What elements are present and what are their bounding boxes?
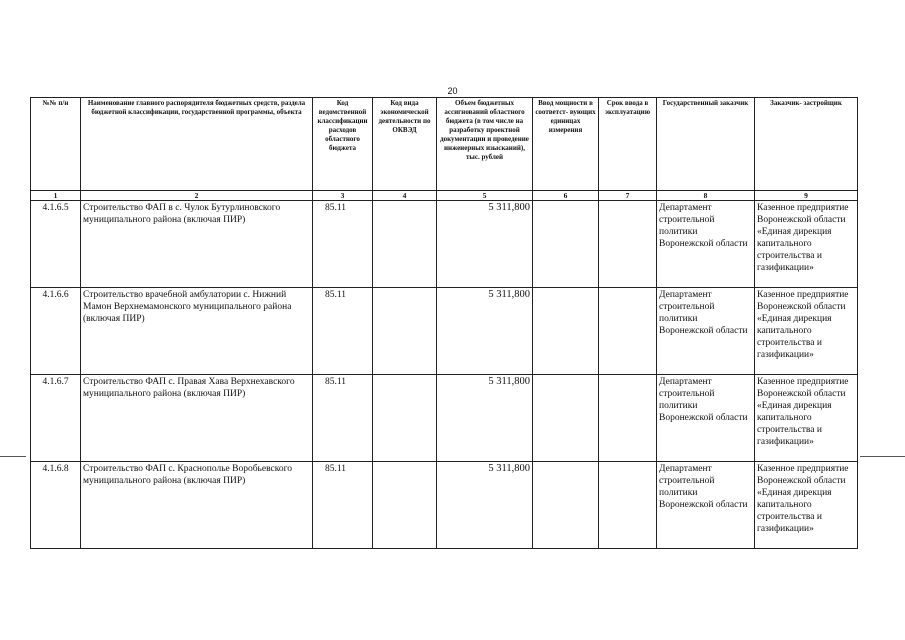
column-number: 5 [437, 191, 533, 201]
state-customer: Департамент строительной политики Воронежской области [657, 201, 755, 288]
budget-amount: 5 311,800 [437, 288, 533, 375]
budget-code: 85.11 [313, 462, 373, 549]
capacity [533, 462, 599, 549]
budget-code: 85.11 [313, 375, 373, 462]
commission-term [599, 288, 657, 375]
object-name: Строительство ФАП с. Правая Хава Верхнехавского муниципального района (включая ПИР) [81, 375, 313, 462]
table-row [31, 288, 858, 375]
budget-code: 85.11 [313, 288, 373, 375]
header-cell: Объем бюджетных ассигнований областного бюджета (в том числе на разработку проектной документации и проведение инженерных изысканий), тыс. рублей [437, 98, 533, 191]
header-cell: Наименование главного распорядителя бюджетных средств, раздела бюджетной классификации, государственной программы, объекта [81, 98, 313, 191]
commission-term [599, 201, 657, 288]
row-number: 4.1.6.6 [31, 288, 81, 375]
column-number: 2 [81, 191, 313, 201]
table-row [31, 462, 858, 549]
header-cell: Заказчик- застройщик [755, 98, 858, 191]
developer: Казенное предприятие Воронежской области «Единая дирекция капитального строительства и газификации» [755, 288, 858, 375]
object-name: Строительство ФАП с. Краснополье Воробьевского муниципального района (включая ПИР) [81, 462, 313, 549]
budget-amount: 5 311,800 [437, 375, 533, 462]
column-number: 4 [373, 191, 437, 201]
okved-code [373, 375, 437, 462]
commission-term [599, 462, 657, 549]
state-customer: Департамент строительной политики Воронежской области [657, 375, 755, 462]
header-cell: №№ п/н [31, 98, 81, 191]
object-name: Строительство врачебной амбулатории с. Нижний Мамон Верхнемамонского муниципального района (включая ПИР) [81, 288, 313, 375]
budget-amount: 5 311,800 [437, 462, 533, 549]
row-number: 4.1.6.8 [31, 462, 81, 549]
left-cut-line [0, 456, 26, 457]
column-number: 3 [313, 191, 373, 201]
state-customer: Департамент строительной политики Воронежской области [657, 288, 755, 375]
column-number-row [31, 191, 858, 201]
column-number: 7 [599, 191, 657, 201]
budget-table [30, 97, 858, 549]
okved-code [373, 201, 437, 288]
table-row [31, 201, 858, 288]
header-row [31, 98, 858, 191]
capacity [533, 288, 599, 375]
object-name: Строительство ФАП в с. Чулок Бутурлиновского муниципального района (включая ПИР) [81, 201, 313, 288]
column-number: 9 [755, 191, 858, 201]
capacity [533, 375, 599, 462]
header-cell: Ввод мощности в соответст- вующих единицах измерения [533, 98, 599, 191]
okved-code [373, 288, 437, 375]
header-cell: Код вида экономической деятельности по ОКВЭД [373, 98, 437, 191]
header-cell: Государственный заказчик [657, 98, 755, 191]
column-number: 1 [31, 191, 81, 201]
column-number: 8 [657, 191, 755, 201]
header-cell: Срок ввода в эксплуатацию [599, 98, 657, 191]
state-customer: Департамент строительной политики Воронежской области [657, 462, 755, 549]
budget-amount: 5 311,800 [437, 201, 533, 288]
developer: Казенное предприятие Воронежской области «Единая дирекция капитального строительства и газификации» [755, 462, 858, 549]
header-cell: Код ведомственной классификации расходов областного бюджета [313, 98, 373, 191]
table-row [31, 375, 858, 462]
row-number: 4.1.6.5 [31, 201, 81, 288]
column-number: 6 [533, 191, 599, 201]
budget-code: 85.11 [313, 201, 373, 288]
developer: Казенное предприятие Воронежской области «Единая дирекция капитального строительства и газификации» [755, 375, 858, 462]
row-number: 4.1.6.7 [31, 375, 81, 462]
developer: Казенное предприятие Воронежской области «Единая дирекция капитального строительства и газификации» [755, 201, 858, 288]
okved-code [373, 462, 437, 549]
right-cut-line [860, 456, 905, 457]
page-number: 20 [447, 86, 458, 96]
capacity [533, 201, 599, 288]
commission-term [599, 375, 657, 462]
